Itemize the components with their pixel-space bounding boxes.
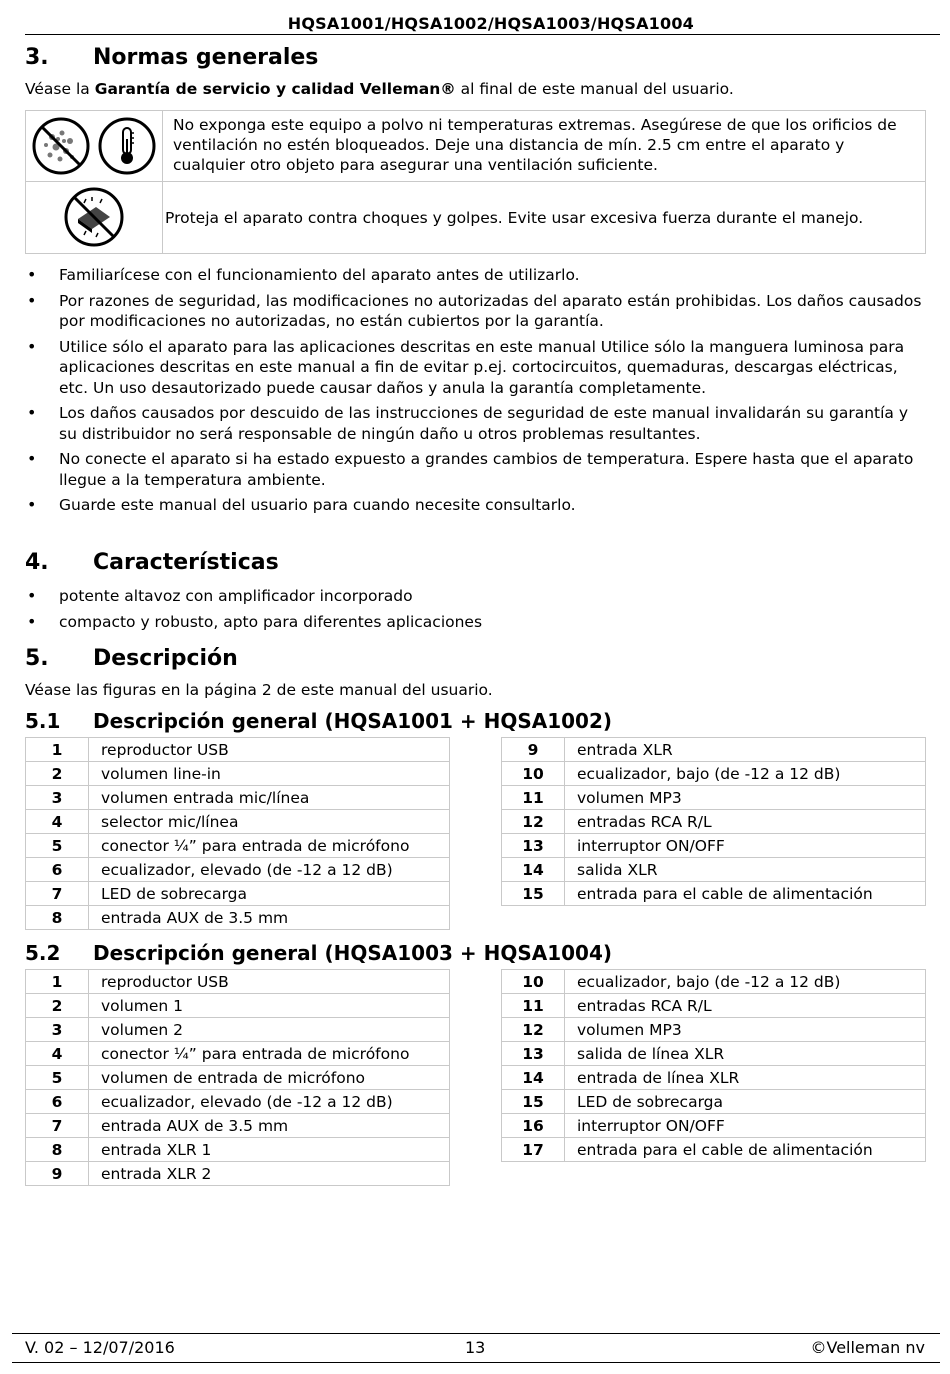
header-title: HQSA1001/HQSA1002/HQSA1003/HQSA1004 bbox=[287, 14, 694, 33]
part-label: ecualizador, bajo (de -12 a 12 dB) bbox=[565, 762, 926, 786]
safety-warnings-table bbox=[25, 110, 926, 254]
part-label: conector ¼” para entrada de micrófono bbox=[89, 834, 450, 858]
table-row bbox=[502, 882, 926, 906]
table-row bbox=[502, 810, 926, 834]
part-label: LED de sobrecarga bbox=[565, 1090, 926, 1114]
section-5-intro: Véase las figuras en la página 2 de este manual del usuario. bbox=[25, 681, 493, 699]
part-number: 14 bbox=[502, 858, 565, 882]
part-number: 6 bbox=[26, 858, 89, 882]
section-4-heading bbox=[25, 550, 279, 575]
list-item: • Los daños causados por descuido de las instrucciones de seguridad de este manual invalidarán su garantía y su distribuidor no será responsable de ningún daño u otros problemas resultantes. bbox=[25, 403, 925, 444]
no-shock-icon bbox=[62, 185, 126, 249]
part-number: 11 bbox=[502, 786, 565, 810]
part-number: 11 bbox=[502, 994, 565, 1018]
section-number: 5.1 bbox=[25, 709, 61, 733]
table-row bbox=[26, 738, 450, 762]
part-number: 15 bbox=[502, 882, 565, 906]
section-title: Descripción general (HQSA1001 + HQSA1002) bbox=[93, 709, 613, 733]
table-row bbox=[502, 970, 926, 994]
part-label: ecualizador, elevado (de -12 a 12 dB) bbox=[89, 858, 450, 882]
table-row bbox=[502, 858, 926, 882]
parts-table-5-2-right bbox=[501, 969, 926, 1162]
part-number: 14 bbox=[502, 1066, 565, 1090]
section-title: Descripción bbox=[93, 646, 238, 671]
part-number: 4 bbox=[26, 810, 89, 834]
part-number: 12 bbox=[502, 810, 565, 834]
part-label: volumen MP3 bbox=[565, 1018, 926, 1042]
list-item: • Por razones de seguridad, las modificaciones no autorizadas del aparato están prohibidas. Los daños causados por modificaciones no autorizadas, no están cubiertos por la garantía. bbox=[25, 291, 925, 332]
part-label: entradas RCA R/L bbox=[565, 810, 926, 834]
page-number: 13 bbox=[465, 1338, 486, 1357]
part-number: 5 bbox=[26, 1066, 89, 1090]
part-number: 6 bbox=[26, 1090, 89, 1114]
table-row bbox=[502, 834, 926, 858]
section-3-intro bbox=[25, 79, 734, 99]
table-row bbox=[26, 1018, 450, 1042]
table-row bbox=[502, 1018, 926, 1042]
part-number: 7 bbox=[26, 1114, 89, 1138]
part-label: reproductor USB bbox=[89, 970, 450, 994]
part-label: salida de línea XLR bbox=[565, 1042, 926, 1066]
table-row bbox=[26, 994, 450, 1018]
section-5-heading bbox=[25, 646, 238, 671]
footer-copyright: ©Velleman nv bbox=[810, 1338, 925, 1357]
warning-icon-cell bbox=[26, 182, 163, 254]
section-title: Características bbox=[93, 550, 279, 575]
parts-table-5-1-left bbox=[25, 737, 450, 930]
part-number: 16 bbox=[502, 1114, 565, 1138]
part-label: interruptor ON/OFF bbox=[565, 834, 926, 858]
part-number: 7 bbox=[26, 882, 89, 906]
part-number: 10 bbox=[502, 970, 565, 994]
intro-text-end: al final de este manual del usuario. bbox=[455, 80, 734, 98]
table-row bbox=[502, 1066, 926, 1090]
part-number: 1 bbox=[26, 738, 89, 762]
part-number: 4 bbox=[26, 1042, 89, 1066]
general-guidelines-list bbox=[25, 265, 925, 521]
table-row bbox=[502, 738, 926, 762]
part-number: 2 bbox=[26, 994, 89, 1018]
part-label: entradas RCA R/L bbox=[565, 994, 926, 1018]
page-footer bbox=[12, 1333, 940, 1363]
table-row bbox=[26, 1042, 450, 1066]
table-row bbox=[26, 858, 450, 882]
part-number: 5 bbox=[26, 834, 89, 858]
part-label: entrada XLR 2 bbox=[89, 1162, 450, 1186]
part-label: volumen line-in bbox=[89, 762, 450, 786]
page-header bbox=[25, 10, 940, 35]
part-number: 3 bbox=[26, 1018, 89, 1042]
part-number: 8 bbox=[26, 906, 89, 930]
part-label: entrada AUX de 3.5 mm bbox=[89, 1114, 450, 1138]
part-label: volumen 1 bbox=[89, 994, 450, 1018]
table-row bbox=[502, 762, 926, 786]
intro-text: Véase la bbox=[25, 80, 95, 98]
thermometer-icon bbox=[96, 115, 158, 177]
part-number: 9 bbox=[26, 1162, 89, 1186]
table-row bbox=[26, 786, 450, 810]
table-row bbox=[26, 810, 450, 834]
part-label: ecualizador, elevado (de -12 a 12 dB) bbox=[89, 1090, 450, 1114]
part-label: entrada AUX de 3.5 mm bbox=[89, 906, 450, 930]
warning-text: Proteja el aparato contra choques y golpes. Evite usar excesiva fuerza durante el manejo. bbox=[163, 182, 926, 254]
table-row bbox=[26, 882, 450, 906]
parts-table-5-1-right bbox=[501, 737, 926, 906]
table-row bbox=[26, 1138, 450, 1162]
table-row bbox=[26, 1114, 450, 1138]
part-label: LED de sobrecarga bbox=[89, 882, 450, 906]
table-row bbox=[502, 1114, 926, 1138]
warning-row bbox=[26, 111, 926, 182]
warning-icons-cell bbox=[26, 111, 163, 182]
footer-version: V. 02 – 12/07/2016 bbox=[25, 1338, 175, 1357]
list-item: • compacto y robusto, apto para diferentes aplicaciones bbox=[25, 612, 925, 633]
part-number: 13 bbox=[502, 1042, 565, 1066]
table-row bbox=[26, 762, 450, 786]
part-number: 13 bbox=[502, 834, 565, 858]
part-label: salida XLR bbox=[565, 858, 926, 882]
table-row bbox=[502, 1042, 926, 1066]
list-item: • potente altavoz con amplificador incorporado bbox=[25, 586, 925, 607]
section-number: 4. bbox=[25, 550, 49, 575]
table-row bbox=[26, 1162, 450, 1186]
part-label: volumen entrada mic/línea bbox=[89, 786, 450, 810]
part-label: reproductor USB bbox=[89, 738, 450, 762]
part-number: 10 bbox=[502, 762, 565, 786]
part-label: selector mic/línea bbox=[89, 810, 450, 834]
list-item: • Familiarícese con el funcionamiento del aparato antes de utilizarlo. bbox=[25, 265, 925, 286]
no-dust-icon bbox=[30, 115, 92, 177]
part-number: 2 bbox=[26, 762, 89, 786]
list-item: • Guarde este manual del usuario para cuando necesite consultarlo. bbox=[25, 495, 925, 516]
features-list bbox=[25, 586, 925, 637]
part-number: 17 bbox=[502, 1138, 565, 1162]
part-label: volumen MP3 bbox=[565, 786, 926, 810]
warranty-reference: Garantía de servicio y calidad Velleman® bbox=[94, 80, 456, 98]
table-row bbox=[26, 906, 450, 930]
part-label: entrada XLR bbox=[565, 738, 926, 762]
part-number: 1 bbox=[26, 970, 89, 994]
part-number: 9 bbox=[502, 738, 565, 762]
part-label: entrada XLR 1 bbox=[89, 1138, 450, 1162]
part-label: entrada para el cable de alimentación bbox=[565, 882, 926, 906]
warning-row bbox=[26, 182, 926, 254]
part-number: 8 bbox=[26, 1138, 89, 1162]
section-number: 3. bbox=[25, 45, 49, 70]
part-label: interruptor ON/OFF bbox=[565, 1114, 926, 1138]
table-row bbox=[502, 1090, 926, 1114]
table-row bbox=[26, 1066, 450, 1090]
part-label: entrada para el cable de alimentación bbox=[565, 1138, 926, 1162]
section-number: 5. bbox=[25, 646, 49, 671]
subsection-5-2-heading bbox=[25, 941, 612, 965]
part-number: 3 bbox=[26, 786, 89, 810]
section-3-heading bbox=[25, 45, 318, 70]
part-label: ecualizador, bajo (de -12 a 12 dB) bbox=[565, 970, 926, 994]
warning-text: No exponga este equipo a polvo ni temperaturas extremas. Asegúrese de que los orificios de ventilación no estén bloqueados. Deje una distancia de mín. 2.5 cm entre el aparato y cualquier otro objeto para asegurar una ventilación suficiente. bbox=[163, 111, 926, 182]
section-title: Descripción general (HQSA1003 + HQSA1004) bbox=[93, 941, 613, 965]
table-row bbox=[502, 1138, 926, 1162]
part-label: volumen de entrada de micrófono bbox=[89, 1066, 450, 1090]
part-label: volumen 2 bbox=[89, 1018, 450, 1042]
table-row bbox=[26, 834, 450, 858]
section-title: Normas generales bbox=[93, 45, 319, 70]
table-row bbox=[26, 1090, 450, 1114]
table-row bbox=[502, 994, 926, 1018]
table-row bbox=[26, 970, 450, 994]
parts-table-5-2-left bbox=[25, 969, 450, 1186]
list-item: • Utilice sólo el aparato para las aplicaciones descritas en este manual Utilice sólo la manguera luminosa para aplicaciones descritas en este manual a fin de evitar p.ej. cortocircuitos, quemaduras, descargas eléctricas, etc. Un uso desautorizado puede causar daños y anula la garantía completamente. bbox=[25, 337, 925, 399]
subsection-5-1-heading bbox=[25, 709, 612, 733]
part-number: 15 bbox=[502, 1090, 565, 1114]
part-number: 12 bbox=[502, 1018, 565, 1042]
part-label: conector ¼” para entrada de micrófono bbox=[89, 1042, 450, 1066]
list-item: • No conecte el aparato si ha estado expuesto a grandes cambios de temperatura. Espere hasta que el aparato llegue a la temperatura ambiente. bbox=[25, 449, 925, 490]
part-label: entrada de línea XLR bbox=[565, 1066, 926, 1090]
table-row bbox=[502, 786, 926, 810]
section-number: 5.2 bbox=[25, 941, 61, 965]
